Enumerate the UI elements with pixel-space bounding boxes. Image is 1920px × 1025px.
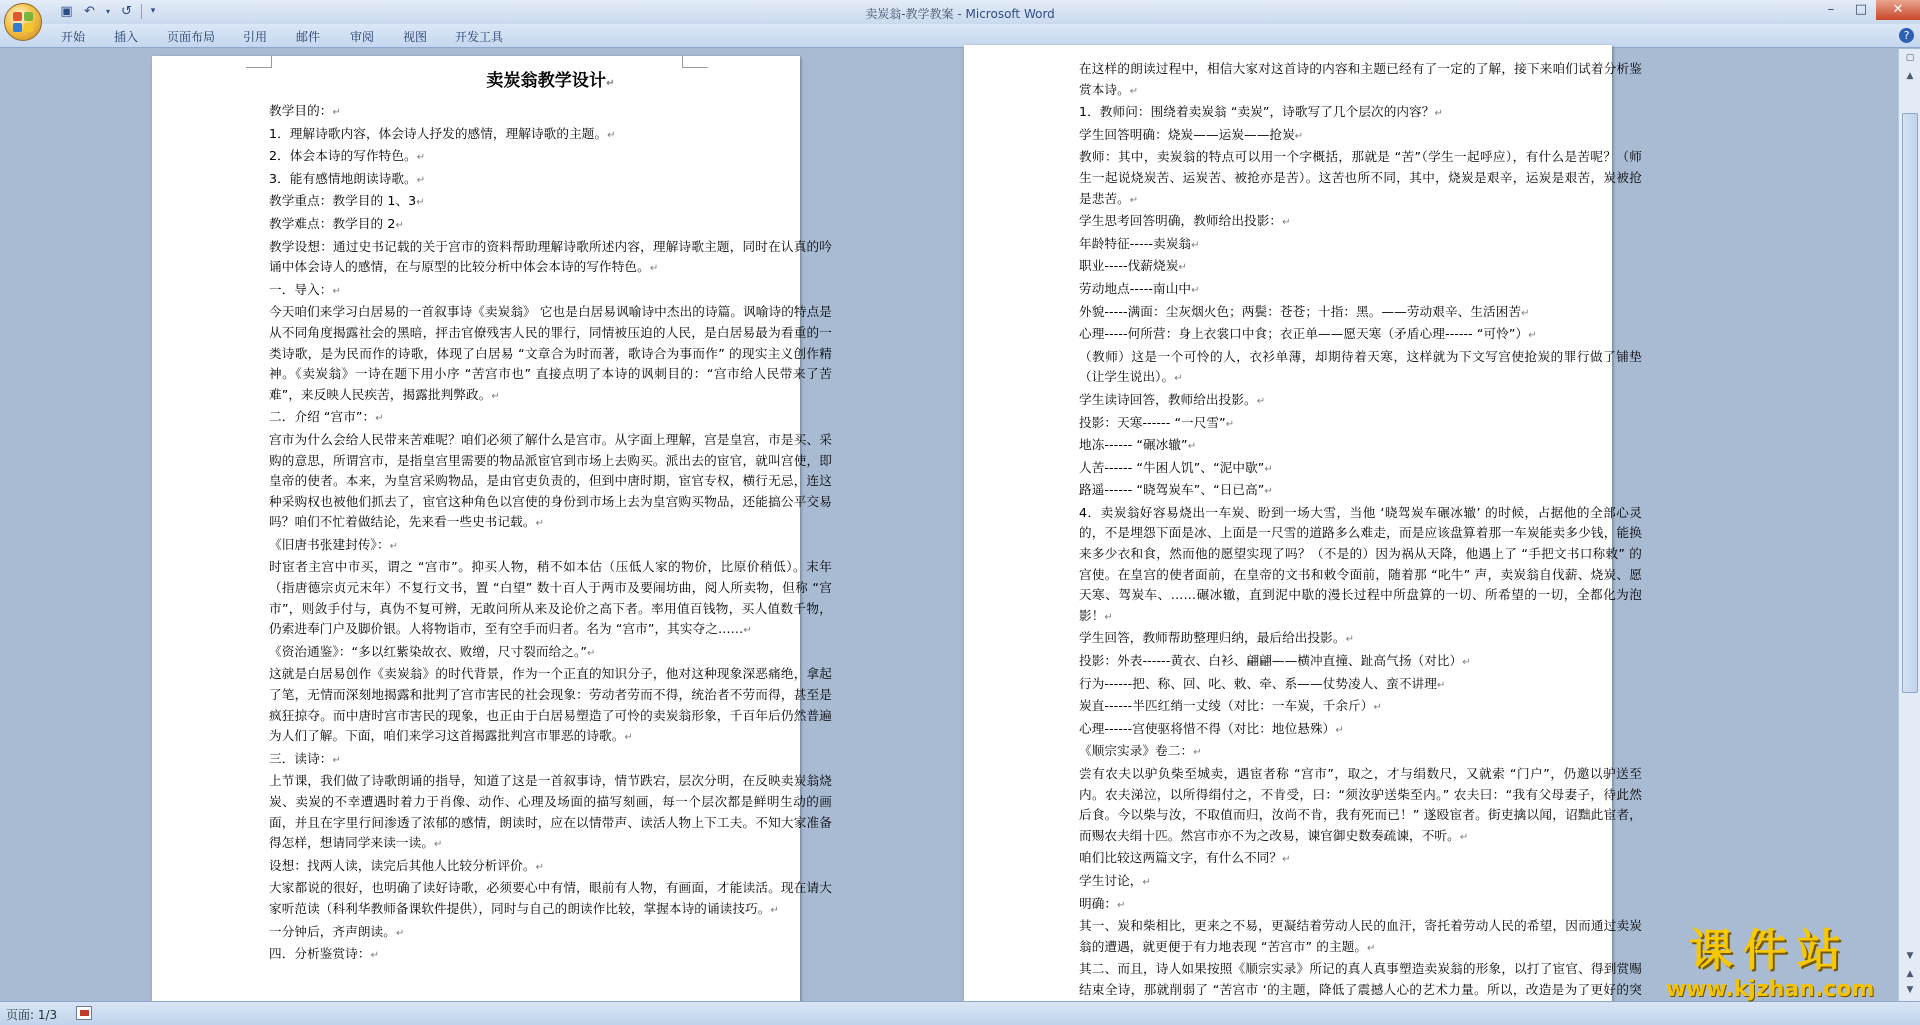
paragraph-text: 3．能有感情地朗读诗歌。 <box>269 170 417 186</box>
paragraph-text: 心理------宫使驱将惜不得（对比：地位悬殊） <box>1079 720 1336 736</box>
save-icon[interactable]: ▣ <box>60 4 73 19</box>
paragraph <box>1079 211 1642 234</box>
paragraph-text: 1．教师问：围绕着卖炭翁 “卖炭”，诗歌写了几个层次的内容？ <box>1079 104 1435 120</box>
window-controls <box>1816 0 1920 20</box>
paragraph <box>269 214 832 237</box>
paragraph-text: 教学难点：教学目的 2 <box>269 215 396 231</box>
paragraph-text: 1．理解诗歌内容，体会诗人抒发的感情，理解诗歌的主题。 <box>269 125 608 141</box>
paragraph-text: 一分钟后，齐声朗读。 <box>269 923 396 939</box>
undo-dropdown-icon[interactable]: ▾ <box>105 7 110 16</box>
paragraph-mark-icon: ↵ <box>416 197 425 209</box>
paragraph-mark-icon: ↵ <box>332 285 341 297</box>
paragraph <box>269 535 832 558</box>
paragraph-text: 人苦------ “牛困人饥”、“泥中歇” <box>1079 459 1265 475</box>
paragraph-mark-icon: ↵ <box>743 625 752 637</box>
paragraph-text: 学生回答，教师帮助整理归纳，最后给出投影。 <box>1079 630 1346 646</box>
paragraph-text: 《资治通鉴》：“多以红紫染故衣、败缯，尺寸裂而给之。” <box>269 643 587 659</box>
paragraph <box>1079 741 1642 764</box>
maximize-icon[interactable]: □ <box>1854 2 1868 17</box>
paragraph <box>269 664 832 748</box>
previous-page-icon[interactable]: ▲ <box>1906 969 1914 979</box>
paragraph-text: 4．卖炭翁好容易烧出一车炭、盼到一场大雪，当他 ‘晓驾炭车碾冰辙’ 的时候，占据他的全部心灵的，不是埋怨下面是冰、上面是一尺雪的道路多么难走，而是应该盘算着那一车炭能卖多少钱，能换来多少衣和食，然而他的愿望实现了吗？（不是的）因为祸从天降，他遇上了 “手把文书口称敕” 的宫使。在皇宫的使者面前，在皇帝的文书和敕令面前，随着那 “叱牛” 声，卖炭翁自伐薪、烧炭、愿天寒、驾炭车、……碾冰辙，直到泥中歇的漫长过程中所盘算的一切、所希望的一切，全都化为泡影！ <box>1079 504 1642 623</box>
paragraph-mark-icon: ↵ <box>1462 657 1471 669</box>
paragraph <box>269 771 832 855</box>
paragraph <box>1079 234 1642 257</box>
paragraph-text: 《旧唐书张建封传》： <box>269 536 390 552</box>
paragraph <box>269 146 832 169</box>
paragraph-text: 外貌-----满面：尘灰烟火色；两鬓：苍苍；十指：黑。——劳动艰辛、生活困苦 <box>1079 303 1522 319</box>
title-separator: - <box>953 7 966 21</box>
paragraph-mark-icon: ↵ <box>1129 85 1139 97</box>
paragraph-mark-icon: ↵ <box>607 129 616 141</box>
page-1[interactable] <box>152 56 832 1016</box>
paragraph-text: 炭直------半匹红绡一丈绫（对比：一车炭，千余斤） <box>1079 698 1374 714</box>
paragraph-mark-icon: ↵ <box>1142 876 1151 888</box>
paragraph-text: 职业-----伐薪烧炭 <box>1079 258 1179 274</box>
page-2-text[interactable] <box>1079 59 1642 1023</box>
title-bar <box>0 0 1920 24</box>
page-2[interactable] <box>964 45 1642 1005</box>
tab-view[interactable]: 视图 <box>403 30 428 44</box>
paragraph-mark-icon: ↵ <box>1117 899 1126 911</box>
paragraph-text: 路遥------ “晓驾炭车”、“日已高” <box>1079 482 1265 498</box>
paragraph <box>269 878 832 921</box>
tab-references[interactable]: 引用 <box>243 30 268 44</box>
paragraph-mark-icon: ↵ <box>1335 724 1344 736</box>
paragraph-text: 学生读诗回答，教师给出投影。 <box>1079 391 1257 407</box>
paragraph <box>1079 628 1642 651</box>
app-name: Microsoft Word <box>965 7 1055 21</box>
paragraph-mark-icon: ↵ <box>1436 679 1446 691</box>
paragraph-mark-icon: ↵ <box>1345 634 1355 646</box>
paragraph-text: （教师）这是一个可怜的人，衣衫单薄，却期待着天寒，这样就为下文写宫使抢炭的罪行做了铺垫（让学生说出）。 <box>1079 348 1642 385</box>
paragraph <box>1079 390 1642 413</box>
vertical-scrollbar[interactable] <box>1898 49 1920 1001</box>
help-icon[interactable]: ? <box>1899 28 1914 43</box>
paragraph-text: 一．导入： <box>269 281 333 297</box>
paragraph <box>1079 102 1642 125</box>
paragraph-mark-icon: ↵ <box>1367 942 1376 954</box>
paragraph-text: 行为------把、称、回、叱、敕、牵、系——仗势凌人、蛮不讲理 <box>1079 675 1437 691</box>
paragraph-mark-icon: ↵ <box>1264 486 1273 498</box>
paragraph <box>1079 435 1642 458</box>
paragraph-text: 上节课，我们做了诗歌朗诵的指导，知道了这是一首叙事诗，情节跌宕，层次分明，在反映卖炭翁烧炭、卖炭的不幸遭遇时着力于肖像、动作、心理及场面的描写刻画，每一个层次都是鲜明生动的画面，并且在字里行间渗透了浓郁的感情，朗读时，应在以情带声、读活人物上下工夫。不知大家准备得怎样，想请同学来读一读。 <box>269 773 832 851</box>
paragraph-mark-icon: ↵ <box>1191 239 1200 251</box>
paragraph <box>269 642 832 665</box>
page-1-text[interactable] <box>269 66 832 967</box>
paragraph-text: 学生讨论， <box>1079 872 1143 888</box>
paragraph-mark-icon: ↵ <box>1373 702 1382 714</box>
paragraph-mark-icon: ↵ <box>1521 307 1530 319</box>
watermark-logo <box>1640 925 1900 1015</box>
paragraph-mark-icon: ↵ <box>1256 395 1266 407</box>
tab-insert[interactable]: 插入 <box>114 30 139 44</box>
paragraph-text: 大家都说的很好，也明确了读好诗歌，必须要心中有情，眼前有人物，有画面，才能读活。现在请大家听范读（科利华教师备课软件提供），同时与自己的朗读作比较，掌握本诗的诵读技巧。 <box>269 880 832 916</box>
paragraph <box>1079 147 1642 211</box>
paragraph-text: 其一、炭和柴相比，更来之不易，更凝结着劳动人民的血汗，寄托着劳动人民的希望，因而通过卖炭翁的遭遇，就更便于有力地表现 “苦宫市” 的主题。 <box>1079 918 1642 954</box>
paragraph-mark-icon: ↵ <box>332 754 341 766</box>
scroll-down-icon[interactable]: ▼ <box>1906 951 1914 961</box>
paragraph-text: 教学目的： <box>269 103 333 118</box>
paragraph-mark-icon: ↵ <box>1193 747 1202 759</box>
ribbon-tabs <box>0 24 1920 48</box>
paragraph <box>269 749 832 772</box>
paragraph-text: 教学设想：通过史书记载的关于宫市的资料帮助理解诗歌所述内容，理解诗歌主题，同时在认真的吟诵中体会诗人的感情，在与原型的比较分析中体会本诗的写作特色。 <box>269 238 832 275</box>
paragraph-mark-icon: ↵ <box>1434 108 1443 120</box>
paragraph-text: 明确： <box>1079 895 1118 911</box>
paragraph-mark-icon: ↵ <box>370 950 380 962</box>
paragraph-mark-icon: ↵ <box>395 927 405 939</box>
redo-icon[interactable]: ↺ <box>121 4 132 19</box>
paragraph-text: 劳动地点-----南山中 <box>1079 280 1192 296</box>
paragraph-text: 时宦者主宫中市买，谓之 “宫市”。抑买人物，稍不如本估（压低人家的物价，比原价稍低）。末年（指唐德宗贞元末年）不复行文书，置 “白望” 数十百人于两市及要闹坊曲，阅人所卖物，但称 “宫市”，则敛手付与，真伪不复可辨，无敢问所从来及论价之高下者。率用值百钱物，买人值数千物，仍索进奉门户及脚价银。人将物诣市，至有空手而归者。名为 “宫市”，其实夺之…… <box>269 559 832 637</box>
tab-review[interactable]: 审阅 <box>350 30 375 44</box>
paragraph-text: 教学重点：教学目的 1、3 <box>269 193 417 209</box>
status-bar <box>0 1001 1920 1025</box>
ruler-toggle-icon[interactable]: ▢ <box>1905 53 1915 63</box>
paragraph-mark-icon: ↵ <box>395 219 404 231</box>
paragraph-text: 二．介绍 “宫市”： <box>269 409 376 425</box>
undo-icon[interactable]: ↶ <box>84 4 95 19</box>
paragraph <box>269 169 832 192</box>
paragraph-text: 四．分析鉴赏诗： <box>269 946 371 962</box>
paragraph <box>1079 256 1642 279</box>
paragraph <box>1079 916 1642 959</box>
page-count[interactable]: 页面: 1/3 <box>6 1008 58 1022</box>
paragraph-mark-icon: ↵ <box>1178 262 1187 274</box>
paragraph-mark-icon: ↵ <box>1459 831 1469 843</box>
paragraph <box>1079 324 1642 347</box>
paragraph <box>1079 871 1642 894</box>
paragraph-mark-icon: ↵ <box>1104 611 1113 623</box>
paragraph-mark-icon: ↵ <box>649 263 659 275</box>
paragraph-text: 心理-----何所营：身上衣裳口中食；衣正单——愿天寒（矛盾心理------ “可怜”） <box>1079 326 1529 342</box>
paragraph-mark-icon: ↵ <box>1294 130 1304 142</box>
tab-home[interactable]: 开始 <box>61 30 86 44</box>
paragraph <box>269 237 832 280</box>
paragraph <box>269 944 832 967</box>
paragraph-mark-icon: ↵ <box>1187 441 1197 453</box>
paragraph-text: 学生回答明确：烧炭——运炭——抢炭 <box>1079 126 1295 142</box>
paragraph-mark-icon: ↵ <box>1264 463 1273 475</box>
paragraph-text: 今天咱们来学习白居易的一首叙事诗《卖炭翁》 它也是白居易讽喻诗中杰出的诗篇。讽喻诗的特点是从不同角度揭露社会的黑暗，抨击官僚残害人民的罪行，同情被压迫的人民，是白居易最为看重的一类诗歌，是为民而作的诗歌，体现了白居易 “文章合为时而著，歌诗合为事而作” 的现实主义创作精神。《卖炭翁》一诗在题下用小序 “苦宫市也” 直接点明了本诗的讽刺目的：“宫市给人民带来了苦难”，来反映人民疾苦，揭露批判弊政。 <box>269 304 832 402</box>
paragraph-text: 尝有农夫以驴负柴至城卖，遇宦者称 “宫市”，取之，才与绢数尺，又就索 “门户”，仍邀以驴送至内。农夫涕泣，以所得绢付之，不肯受，曰：“须汝驴送柴至内。” 农夫曰：“我有父母妻子，待此然后食。今以柴与汝，不取值而归，汝尚不肯，我有死而已！” 遂殴宦者。街吏擒以闻，诏黜此宦者，而赐农夫绢十匹。然宫市亦不为之改易，谏官御史数奏疏谏，不听。 <box>1079 766 1642 843</box>
paragraph <box>269 280 832 303</box>
paragraph <box>269 430 832 535</box>
paragraph-mark-icon: ↵ <box>624 732 633 744</box>
minimize-icon[interactable]: – <box>1827 2 1835 17</box>
paragraph <box>1079 302 1642 325</box>
paragraph-mark-icon: ↵ <box>416 174 426 186</box>
watermark-url: www.kjzhan.com <box>1665 977 1875 1002</box>
paragraph-mark-icon: ↵ <box>375 413 384 425</box>
paragraph <box>1079 125 1642 148</box>
paragraph-text: 这就是白居易创作《卖炭翁》的时代背景，作为一个正直的知识分子，他对这种现象深恶痛绝，拿起了笔，无情而深刻地揭露和批判了宫市害民的社会现象：劳动者劳而不得，统治者不劳而得，甚至是疯狂掠夺。而中唐时宫市害民的现象，也正由于白居易塑造了可怜的卖炭翁形象，千百年后仍然普遍为人们了解。下面，咱们来学习这首揭露批判宫市罪恶的诗歌。 <box>269 666 832 744</box>
dropdown-icon[interactable]: ▾ <box>150 6 156 16</box>
paragraph-mark-icon: ↵ <box>416 152 426 164</box>
paragraph-mark-icon: ↵ <box>1174 373 1183 385</box>
paragraph-mark-icon: ↵ <box>1225 418 1235 430</box>
paragraph <box>1079 279 1642 302</box>
paragraph-text: 地冻------ “碾冰辙” <box>1079 437 1188 453</box>
tab-mailings[interactable]: 邮件 <box>296 30 321 44</box>
paragraph <box>1079 674 1642 697</box>
close-icon[interactable]: ✕ <box>1876 0 1920 20</box>
paragraph-mark-icon: ↵ <box>587 647 596 659</box>
paragraph <box>1079 719 1642 742</box>
paragraph-mark-icon: ↵ <box>1191 284 1200 296</box>
paragraph <box>1079 894 1642 917</box>
paragraph-text: 宫市为什么会给人民带来苦难呢？咱们必须了解什么是宫市。从字面上理解，宫是皇宫，市是买、采购的意思，所谓宫市，是指皇宫里需要的物品派宦官到市场上去购买。派出去的宦官，就叫宫使，即皇帝的使者。本来，为皇宫采购物品，是由官吏负责的，但到中唐时期，宦官专权，横行无忌，连这种采购权也被他们抓去了，宦官这种角色以宫使的身份到市场上去为皇宫购买物品，还能搞公平交易吗？咱们不忙着做结论，先来看一些史书记载。 <box>269 431 832 530</box>
tab-page-layout[interactable]: 页面布局 <box>167 30 216 44</box>
paragraph <box>1079 848 1642 871</box>
paragraph <box>269 101 832 124</box>
office-button[interactable] <box>4 3 42 41</box>
paragraph <box>1079 651 1642 674</box>
paragraph <box>269 856 832 879</box>
paragraph-mark-icon: ↵ <box>491 390 500 402</box>
paragraph-text: 在这样的朗读过程中，相信大家对这首诗的内容和主题已经有了一定的了解，接下来咱们试着分析鉴赏本诗。 <box>1079 61 1642 97</box>
paragraph <box>269 557 832 641</box>
office-logo-icon <box>13 12 33 32</box>
paragraph <box>1079 480 1642 503</box>
paragraph-mark-icon: ↵ <box>1528 330 1537 342</box>
paragraph-text: 投影：外表------黄衣、白衫、翩翩——横冲直撞、趾高气扬（对比） <box>1079 653 1463 669</box>
watermark-text: 课件站 <box>1689 925 1851 976</box>
paragraph-mark-icon: ↵ <box>535 518 545 530</box>
paragraph-text: 咱们比较这两篇文字，有什么不同？ <box>1079 850 1283 866</box>
scroll-up-icon[interactable]: ▲ <box>1906 71 1914 81</box>
paragraph <box>269 407 832 430</box>
paragraph-mark-icon: ↵ <box>770 904 779 916</box>
paragraph-text: 年龄特征-----卖炭翁 <box>1079 235 1192 251</box>
document-title: 卖炭翁教学设计↵ <box>486 71 615 91</box>
paragraph-text: 投影：天寒------ “一尺雪” <box>1079 414 1226 430</box>
paragraph-text: 三．读诗： <box>269 750 333 766</box>
paragraph-text: 《顺宗实录》卷二： <box>1079 743 1194 759</box>
paragraph-text: 2．体会本诗的写作特色。 <box>269 148 417 164</box>
paragraph <box>269 191 832 214</box>
paragraph <box>1079 458 1642 481</box>
next-page-icon[interactable]: ▼ <box>1906 985 1914 995</box>
paragraph <box>1079 503 1642 629</box>
paragraph-text: 学生思考回答明确，教师给出投影： <box>1079 213 1283 229</box>
paragraph <box>1079 413 1642 436</box>
paragraph-mark-icon: ↵ <box>1129 194 1139 206</box>
paragraph-mark-icon: ↵ <box>535 861 545 873</box>
window-title <box>0 5 1920 22</box>
paragraph <box>1079 764 1642 848</box>
paragraph <box>1079 696 1642 719</box>
tab-developer[interactable]: 开发工具 <box>455 30 504 44</box>
paragraph-mark-icon: ↵ <box>434 839 443 851</box>
paragraph-mark-icon: ↵ <box>332 107 341 118</box>
document-name: 卖炭翁-教学教案 <box>865 7 954 21</box>
paragraph-mark-icon: ↵ <box>1282 854 1291 866</box>
paragraph-mark-icon: ↵ <box>1282 217 1291 229</box>
paragraph <box>1079 347 1642 390</box>
paragraph-text: 设想：找两人读，读完后其他人比较分析评价。 <box>269 857 536 873</box>
paragraph-mark-icon: ↵ <box>389 540 399 552</box>
paragraph-text: 其二、而且，诗人如果按照《顺宗实录》所记的真人真事塑造卖炭翁的形象，以打了宦官、得到赏赐结束全诗，那就削弱了 “苦宫市 ‘的主题，降低了震撼人心的艺术力量。所以，改造是为了更好的突 <box>1079 961 1642 997</box>
paragraph-text: 教师：其中，卖炭翁的特点可以用一个字概括，那就是 “苦”（学生一起呼应），有什么是苦呢？（师生一起说烧炭苦、运炭苦、被抢亦是苦）。这苦也所不同，其中，烧炭是艰辛，运炭是艰苦，炭被抢是悲苦。 <box>1079 149 1642 206</box>
paragraph <box>269 124 832 147</box>
paragraph <box>269 922 832 945</box>
paragraph <box>1079 59 1642 102</box>
proofing-icon[interactable] <box>76 1006 92 1020</box>
scroll-thumb[interactable] <box>1902 113 1918 693</box>
document-area[interactable] <box>0 49 1898 1001</box>
paragraph <box>269 302 832 407</box>
